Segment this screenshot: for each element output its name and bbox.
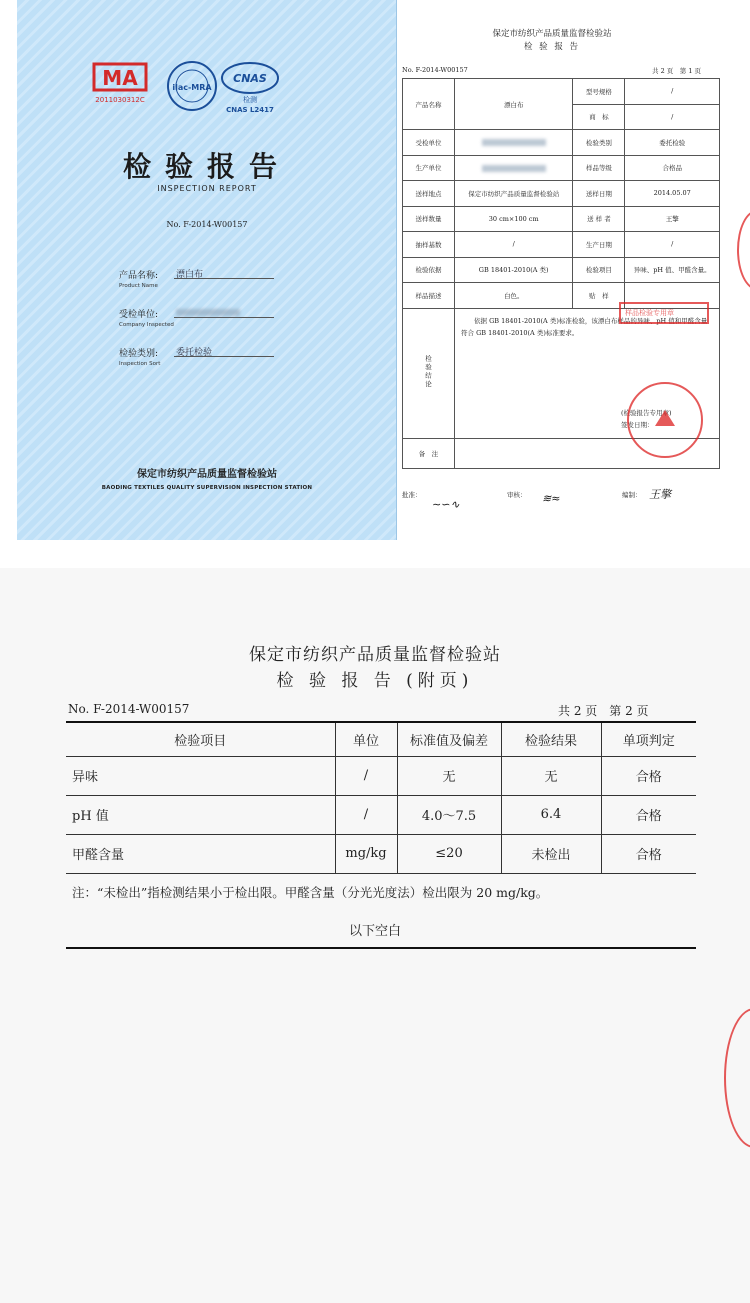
page1-info-table: 产品名称 漂白布 型号规格 / 商 标 / 受检单位 检验类别 委托检验 生产单位 样品等级 合格品 送样地点 保定市纺织产品质量监督检验站 送样日期 2014.05.07 送样数量 30 cm×100 cm 送 样 者 王擎 抽样基数 / 生产日期 / 检验依据 GB 18401-2010(A 类) 检验项目 异味、pH 值、甲醛含量。 样品描述 白色。 贴 样 检验结论 依据 GB 18401-2010(A 类)标准检验，该漂白布样品的异味、pH 值和甲醛含量符合 GB 18401-2010(A 类)标准要求。 (检验报告专用章) 签发日期： 备 注 (402, 78, 720, 469)
conclusion-label: 检验结论 (424, 355, 432, 389)
report-cover (17, 0, 397, 540)
results-note: 注：“未检出”指检测结果小于检出限。甲醛含量（分光光度法）检出限为 20 mg/kg。 (72, 885, 549, 900)
cover-station-name: 保定市纺织产品质量监督检验站 (137, 469, 277, 480)
cma-logo (94, 64, 146, 90)
certification-logos (92, 58, 292, 118)
results-header-row: 检验项目 单位 标准值及偏差 检验结果 单项判定 (66, 722, 696, 756)
page2-number: No. F-2014-W00157 (68, 702, 190, 716)
cover-subtitle: INSPECTION REPORT (157, 184, 257, 193)
cma-code: 2011030312C (95, 96, 145, 104)
page1-number: No. F-2014-W00157 (402, 66, 468, 74)
report-page-1 (397, 0, 750, 540)
cover-title: 检验报告 (122, 150, 291, 183)
redacted-text (176, 309, 240, 316)
review-label: 审核： (507, 491, 527, 499)
svg-text:ilac-MRA: ilac-MRA (172, 83, 212, 92)
svg-text:检测: 检测 (243, 96, 257, 104)
partial-seal (737, 210, 750, 290)
svg-text:CNAS L2417: CNAS L2417 (226, 106, 274, 114)
cover-sort-value: 委托检验 (174, 345, 274, 357)
cover-product-value: 漂白布 (174, 267, 274, 279)
page2-station: 保定市纺织产品质量监督检验站 (249, 645, 501, 665)
redacted-text (482, 139, 546, 146)
cover-report-number: No. F-2014-W00157 (166, 220, 248, 229)
results-table (66, 721, 696, 874)
ilac-logo (168, 62, 216, 110)
sample-stamp: 样品检验专用章 (619, 302, 709, 324)
editor-signature: 王擎 (649, 488, 671, 501)
approve-signature: ∼∽∿ (432, 498, 460, 511)
table-row: 异味 / 无 无 合格 (66, 756, 696, 795)
cnas-logo (222, 63, 278, 114)
svg-text:MA: MA (102, 66, 138, 90)
redacted-text (482, 165, 546, 172)
cover-product-field: 产品名称: Product Name 漂白布 (119, 268, 158, 289)
cover-company-field: 受检单位: Company Inspected (119, 307, 174, 328)
report-page-2 (0, 568, 750, 1303)
editor-label: 编制： (622, 491, 642, 499)
page2-title: 检 验 报 告 (附页) (276, 671, 474, 691)
page2-pages: 共 2 页 第 2 页 (558, 704, 649, 718)
closing-rule (66, 947, 696, 949)
svg-text:CNAS: CNAS (233, 72, 267, 85)
cover-sort-field: 检验类别: Inspection Sort 委托检验 (119, 346, 160, 367)
conclusion-text: 依据 GB 18401-2010(A 类)标准检验，该漂白布样品的异味、pH 值和甲醛含量符合 GB 18401-2010(A 类)标准要求。 (检验报告专用章) 签发日期： (455, 308, 720, 438)
star-icon (655, 410, 675, 426)
table-row: pH 值 / 4.0～7.5 6.4 合格 (66, 795, 696, 834)
partial-seal (724, 1008, 750, 1148)
page1-header: 保定市纺织产品质量监督检验站 检 验 报 告 (492, 29, 612, 52)
blank-marker: 以下空白 (348, 924, 401, 939)
approve-label: 批准： (402, 491, 422, 499)
inspection-seal (627, 382, 703, 458)
page1-pages: 共 2 页 第 1 页 (652, 67, 702, 75)
cover-station-name-en: BAODING TEXTILES QUALITY SUPERVISION INSPECTION STATION (101, 485, 313, 491)
cover-company-value (174, 306, 274, 318)
table-row: 甲醛含量 mg/kg ≤20 未检出 合格 (66, 834, 696, 873)
review-signature: ≋≈ (542, 492, 561, 505)
